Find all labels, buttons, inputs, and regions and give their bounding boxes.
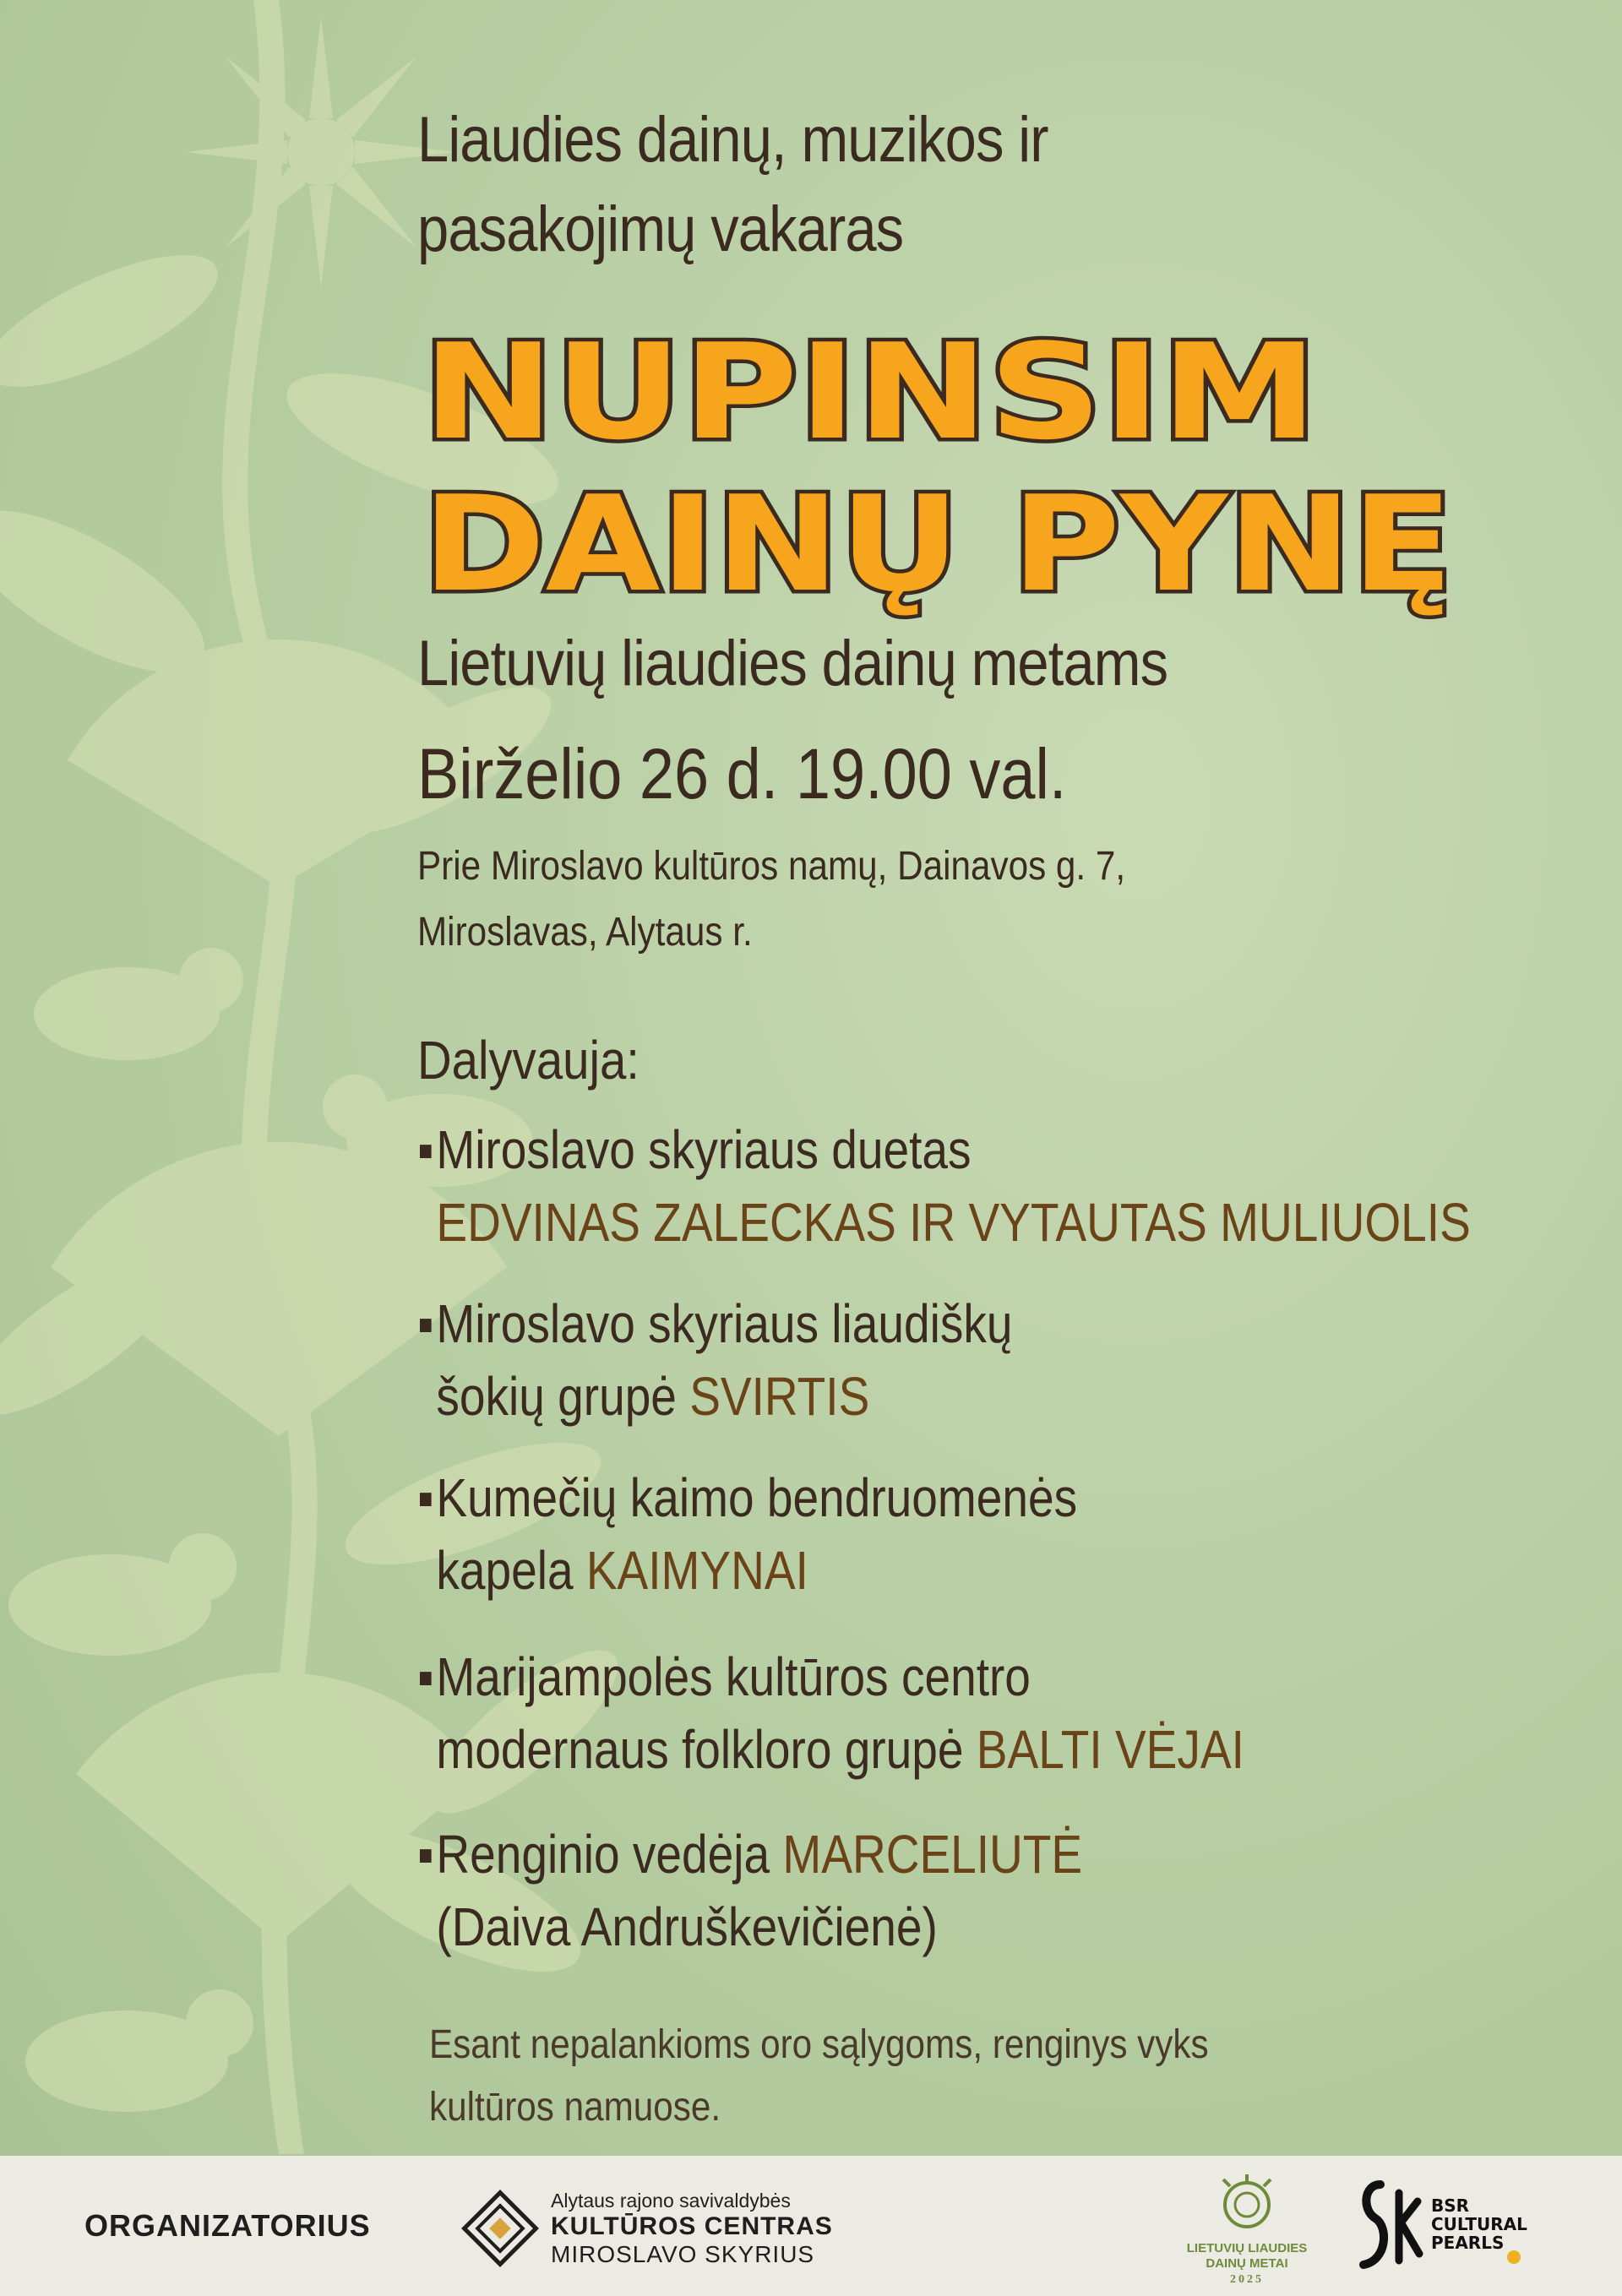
participant-item: ▪Marijampolės kultūros centro modernaus folkloro grupė BALTI VĖJAI: [417, 1640, 1244, 1786]
organizer-label: ORGANIZATORIUS: [84, 2208, 371, 2243]
svg-text:2025: 2025: [1230, 2273, 1264, 2286]
bsr-cultural-pearls-logo-icon: [1347, 2176, 1541, 2277]
svg-text:CULTURAL: CULTURAL: [1431, 2214, 1527, 2234]
bullet-icon: ▪: [417, 1467, 434, 1528]
organizer-name: Alytaus rajono savivaldybės KULTŪROS CENTRAS MIROSLAVO SKYRIUS: [551, 2190, 833, 2267]
bullet-icon: ▪: [417, 1824, 434, 1885]
venue-line-2: Miroslavas, Alytaus r.: [417, 910, 753, 955]
participant-item: ▪Miroslavo skyriaus liaudiškų šokių grupė SVIRTIS: [417, 1287, 1012, 1433]
main-title: [414, 319, 1470, 623]
bullet-icon: ▪: [417, 1119, 434, 1180]
event-datetime: Birželio 26 d. 19.00 val.: [417, 734, 1067, 813]
venue-line-1: Prie Miroslavo kultūros namų, Dainavos g. 7,: [417, 844, 1126, 889]
participant-name: MARCELIUTĖ: [782, 1824, 1083, 1885]
svg-text:BSR: BSR: [1431, 2195, 1470, 2216]
weather-note: Esant nepalankioms oro sąlygoms, renginys vyks kultūros namuose.: [429, 2022, 1209, 2130]
bullet-icon: ▪: [417, 1293, 434, 1354]
title-line-2: DAINŲ PYNĘ: [422, 467, 1453, 621]
tagline: Lietuvių liaudies dainų metams: [417, 628, 1168, 699]
svg-text:LIETUVIŲ LIAUDIES: LIETUVIŲ LIAUDIES: [1186, 2241, 1308, 2255]
participant-item: ▪Miroslavo skyriaus duetas EDVINAS ZALECKAS IR VYTAUTAS MULIUOLIS: [417, 1113, 1471, 1259]
participant-item: ▪Kumečių kaimo bendruomenės kapela KAIMYNAI: [417, 1461, 1077, 1607]
participant-item: ▪Renginio vedėja MARCELIUTĖ (Daiva Andruškevičienė): [417, 1818, 1082, 1963]
participant-name: KAIMYNAI: [585, 1540, 808, 1601]
participant-name: BALTI VĖJAI: [976, 1719, 1244, 1780]
svg-text:DAINŲ METAI: DAINŲ METAI: [1206, 2256, 1288, 2271]
dainu-metai-logo-icon: [1179, 2171, 1314, 2289]
participants-label: Dalyvauja:: [417, 1030, 640, 1091]
title-line-1: NUPINSIM: [422, 319, 1318, 469]
bullet-icon: ▪: [417, 1646, 434, 1707]
subtitle-line-1: Liaudies dainų, muzikos ir: [417, 104, 1048, 176]
svg-text:PEARLS: PEARLS: [1431, 2233, 1505, 2253]
participant-name: EDVINAS ZALECKAS IR VYTAUTAS MULIUOLIS: [436, 1192, 1471, 1253]
kulturos-centras-logo-icon: [460, 2188, 541, 2269]
subtitle-line-2: pasakojimų vakaras: [417, 193, 904, 265]
participant-name: SVIRTIS: [689, 1366, 870, 1427]
footer-logo-bar: [0, 2156, 1622, 2296]
